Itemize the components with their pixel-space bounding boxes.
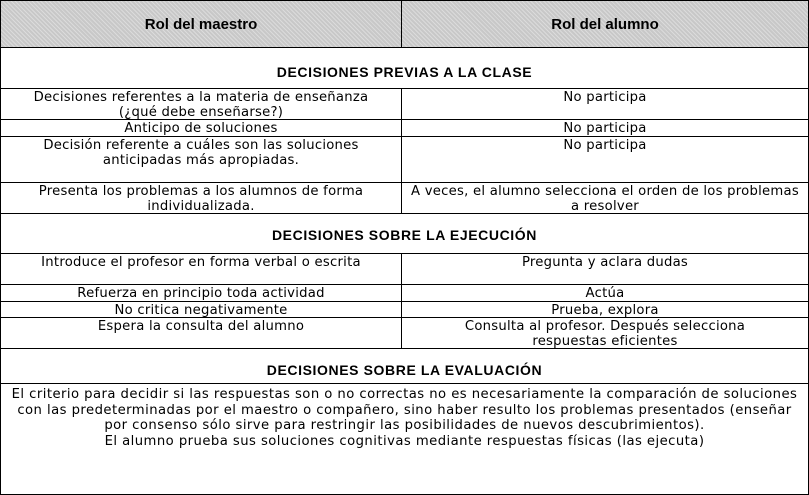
cell-maestro: Decisiones referentes a la materia de enseñanza (¿qué debe enseñarse?) [33, 90, 369, 120]
cell-maestro: Espera la consulta del alumno [97, 319, 305, 334]
cell-alumno: Prueba, explora [551, 303, 659, 318]
header-rol-alumno: Rol del alumno [402, 1, 808, 47]
cell-alumno: Actúa [585, 286, 625, 301]
cell-maestro: Presenta los problemas a los alumnos de forma individualizada. [38, 184, 364, 214]
cell-maestro: Anticipo de soluciones [124, 121, 278, 136]
evaluacion-paragraph: El alumno prueba sus soluciones cognitivas mediante respuestas físicas (las ejecuta) [104, 433, 705, 449]
cell-alumno: Consulta al profesor. Después selecciona respuestas eficientes [464, 319, 746, 349]
cell-maestro: Refuerza en principio toda actividad [77, 286, 325, 301]
cell-alumno: Pregunta y aclara dudas [521, 255, 689, 270]
cell-alumno: No participa [563, 90, 647, 105]
cell-alumno: A veces, el alumno selecciona el orden de los problemas a resolver [411, 184, 799, 214]
cell-maestro: Introduce el profesor en forma verbal o escrita [41, 255, 361, 270]
section-title-previas: DECISIONES PREVIAS A LA CLASE [1, 48, 808, 89]
cell-maestro: No critica negativamente [114, 303, 288, 318]
table-header [1, 1, 808, 48]
cell-alumno: No participa [563, 138, 647, 153]
table-row [1, 318, 808, 349]
table-row [1, 302, 808, 318]
cell-alumno: No participa [563, 121, 647, 136]
table-row [1, 183, 808, 214]
table-row [1, 254, 808, 285]
table-row [1, 89, 808, 120]
section-title-evaluacion: DECISIONES SOBRE LA EVALUACIÓN [1, 349, 808, 384]
table-row [1, 137, 808, 183]
table-row [1, 285, 808, 302]
table-row [1, 120, 808, 137]
section-title-ejecucion: DECISIONES SOBRE LA EJECUCIÓN [1, 214, 808, 254]
evaluacion-paragraph: El criterio para decidir si las respuestas son o no correctas no es necesariamente la comparación de soluciones con las predeterminadas por el maestro o compañero, sino haber resulto los problemas presentados (enseñar por consenso sólo sirve para restringir las posibilidades de nuevos descubrimientos). [11, 387, 798, 433]
cell-maestro: Decisión referente a cuáles son las soluciones anticipadas más apropiadas. [43, 138, 359, 168]
evaluacion-text [1, 384, 808, 494]
header-rol-maestro: Rol del maestro [1, 1, 402, 47]
